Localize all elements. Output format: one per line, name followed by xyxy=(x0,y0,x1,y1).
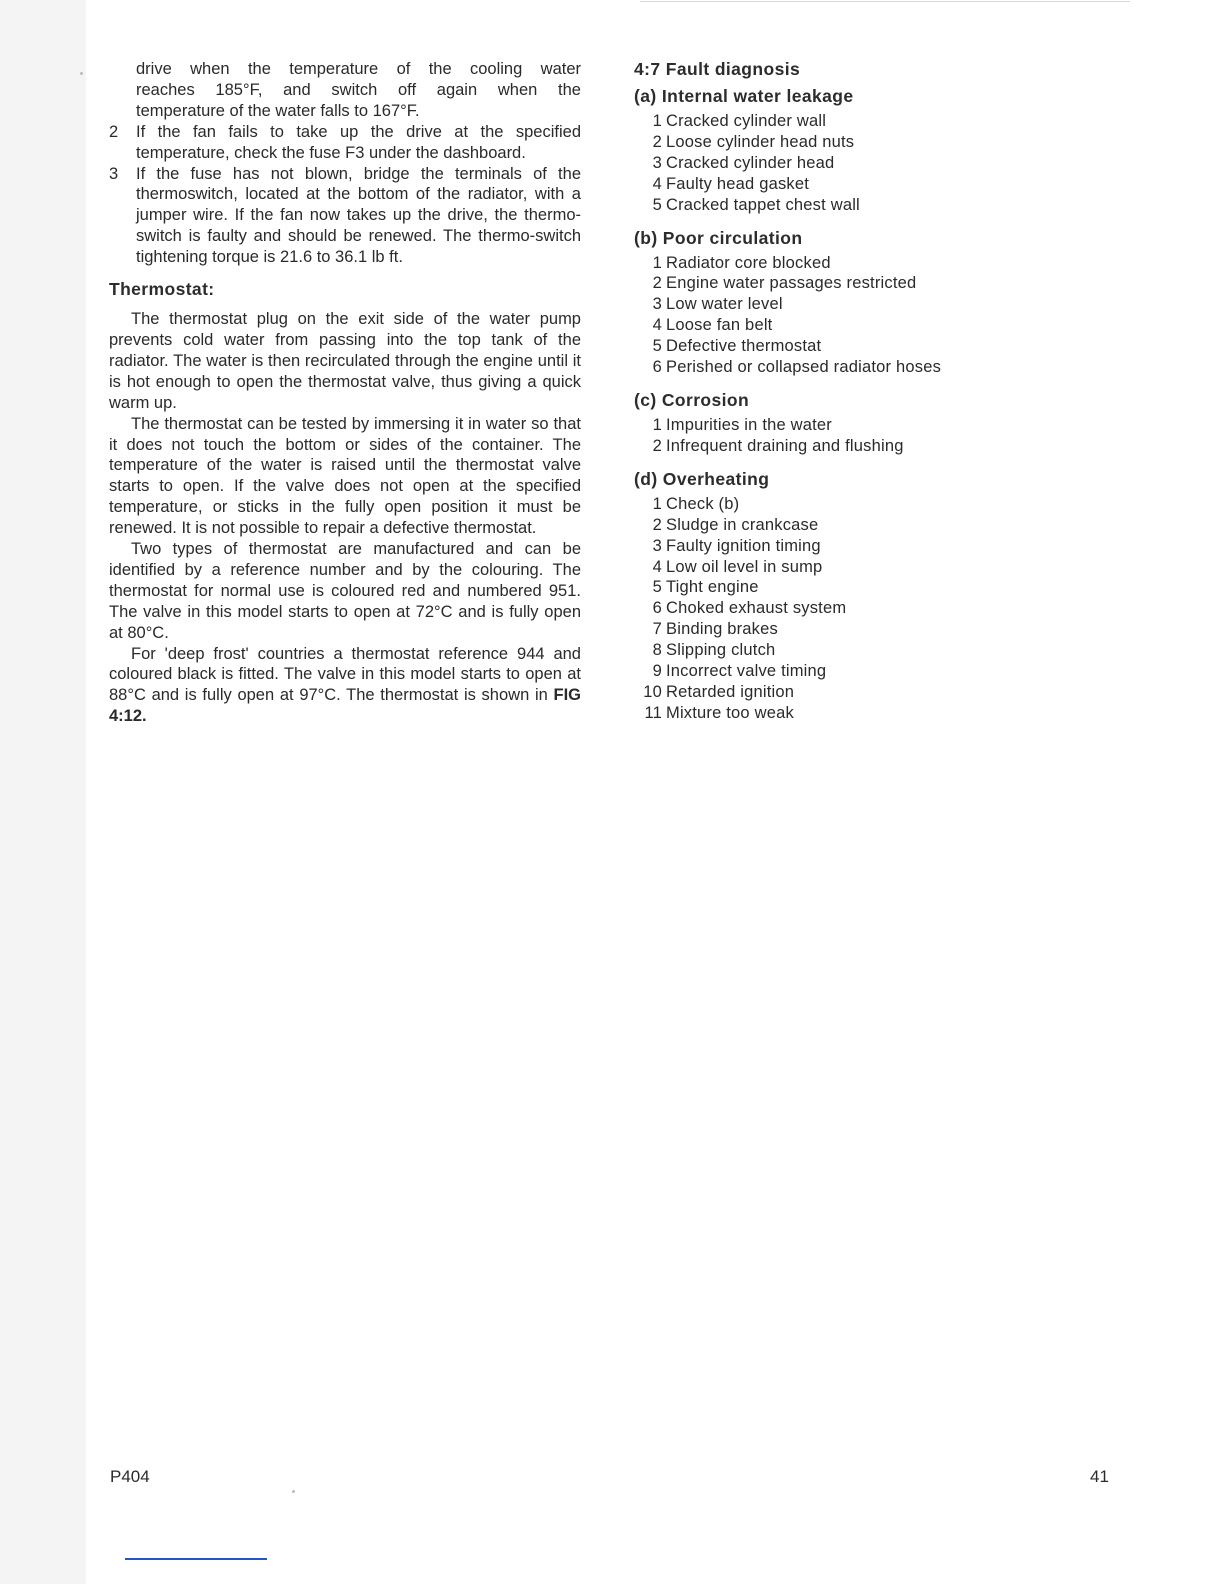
fault-item-text: Engine water passages restricted xyxy=(666,274,917,293)
fault-item xyxy=(634,174,1074,195)
body-paragraph: The thermostat plug on the exit side of the water pump prevents cold water from passing into the top tank of the radiator. The water is then recirculated through the engine until it is hot enough to open the thermostat valve, thus giving a quick warm up. xyxy=(109,310,581,412)
fault-item xyxy=(634,357,1074,378)
fault-item-number: 4 xyxy=(652,557,662,576)
fault-item-number: 1 xyxy=(652,415,662,434)
fault-item-number: 5 xyxy=(652,578,662,597)
fault-item xyxy=(634,682,1074,703)
fault-item xyxy=(634,703,1074,724)
fault-section-heading: (c) Corrosion xyxy=(634,389,750,410)
fault-item-number: 7 xyxy=(652,620,662,639)
fault-item-number: 9 xyxy=(652,662,662,681)
fault-item-text: Low water level xyxy=(666,295,783,314)
fault-item xyxy=(634,415,1074,436)
fault-item xyxy=(634,536,1074,557)
fault-item xyxy=(634,557,1074,578)
fault-item-text: Impurities in the water xyxy=(666,415,832,434)
fault-item-number: 8 xyxy=(652,641,662,660)
section-title: 4:7 Fault diagnosis xyxy=(634,59,801,79)
fault-item xyxy=(634,336,1074,357)
fault-item xyxy=(634,111,1074,132)
fault-section-heading: (d) Overheating xyxy=(634,468,770,489)
step-text: If the fuse has not blown, bridge the terminals of the thermoswitch, located at the bottom of the radiator, with a jumper wire. If the fan now takes up the drive, the thermo-switch is faulty and should be renewed. The thermo-switch tightening torque is 21.6 to 36.1 lb ft. xyxy=(136,164,581,267)
body-paragraph: The thermostat can be tested by immersing it in water so that it does not touch the bottom or sides of the container. The temperature of the water is raised until the thermostat valve starts to open. If the valve does not open at the specified temperature, or sticks in the fully open position it must be renewed. It is not possible to repair a defective thermostat. xyxy=(109,414,581,538)
fault-item-number: 1 xyxy=(652,494,662,513)
fault-item-number: 5 xyxy=(652,337,662,356)
fault-item xyxy=(634,598,1074,619)
step-text: If the fan fails to take up the drive at the specified temperature, check the fuse F3 under the dashboard. xyxy=(136,122,581,162)
fault-item-number: 4 xyxy=(652,174,662,193)
fault-item-text: Choked exhaust system xyxy=(666,599,847,618)
body-text: For 'deep frost' countries a thermostat reference 944 and coloured black is fitted. The valve in this model starts to open at 88°C and is fully open at 97°C. The thermostat is shown in xyxy=(109,644,581,705)
fault-item xyxy=(634,577,1074,598)
fault-item-number: 3 xyxy=(652,536,662,555)
fault-item-text: Radiator core blocked xyxy=(666,253,831,272)
fault-item-number: 2 xyxy=(652,515,662,534)
fault-item xyxy=(634,195,1074,216)
fault-item-number: 2 xyxy=(652,436,662,455)
fault-item xyxy=(634,294,1074,315)
step-number: 3 xyxy=(109,164,119,183)
scan-edge-line xyxy=(640,1,1130,2)
scan-speck xyxy=(80,72,83,75)
fault-section-heading: (b) Poor circulation xyxy=(634,227,803,248)
thermostat-heading: Thermostat: xyxy=(109,279,215,300)
fault-item-text: Cracked tappet chest wall xyxy=(666,195,860,214)
fault-item-text: Tight engine xyxy=(666,578,759,597)
fault-item-number: 1 xyxy=(652,253,662,272)
right-column xyxy=(634,59,1074,724)
fault-section-heading: (a) Internal water leakage xyxy=(634,86,854,106)
fault-item-text: Perished or collapsed radiator hoses xyxy=(666,358,942,377)
fault-item xyxy=(634,494,1074,515)
continuation-line: temperature of the water falls to 167°F. xyxy=(136,101,420,120)
fault-item-number: 3 xyxy=(652,153,662,172)
fault-item xyxy=(634,436,1074,457)
fault-item-text: Cracked cylinder wall xyxy=(666,112,827,130)
fault-item-text: Defective thermostat xyxy=(666,337,822,356)
numbered-step xyxy=(109,122,581,164)
fault-item-text: Incorrect valve timing xyxy=(666,662,827,681)
fault-item-number: 1 xyxy=(652,112,662,130)
fault-item-text: Loose fan belt xyxy=(666,316,773,335)
fault-item xyxy=(634,153,1074,174)
continuation-line: reaches 185°F, and switch off again when the xyxy=(136,80,581,99)
fault-item xyxy=(634,253,1074,274)
fault-item-number: 3 xyxy=(652,295,662,314)
body-paragraph: Two types of thermostat are manufactured and can be identified by a reference number and by the colouring. The thermostat for normal use is coloured red and numbered 951. The valve in this model starts to open at 72°C and is fully open at 80°C. xyxy=(109,540,581,642)
fault-item xyxy=(634,661,1074,682)
fault-item-text: Faulty ignition timing xyxy=(666,536,821,555)
left-column xyxy=(109,59,581,727)
fault-item-number: 6 xyxy=(652,358,662,377)
fault-list xyxy=(634,494,1074,724)
fault-item-number: 5 xyxy=(652,195,662,214)
fault-item-number: 6 xyxy=(652,599,662,618)
figure-reference: FIG 4:12. xyxy=(109,686,581,726)
fault-item xyxy=(634,132,1074,153)
page-code: P404 xyxy=(110,1467,150,1486)
fault-item-text: Slipping clutch xyxy=(666,641,776,660)
scan-speck xyxy=(292,1490,295,1493)
fault-item-number: 2 xyxy=(652,274,662,293)
fault-list xyxy=(634,415,1074,457)
fault-item-number: 4 xyxy=(652,316,662,335)
fault-item-text: Cracked cylinder head xyxy=(666,153,835,172)
fault-item-number: 2 xyxy=(652,132,662,151)
numbered-step xyxy=(109,164,581,269)
fault-item-number: 11 xyxy=(644,703,662,722)
fault-item-text: Check (b) xyxy=(666,494,740,513)
step-number: 2 xyxy=(109,122,119,141)
fault-item-text: Retarded ignition xyxy=(666,682,795,701)
fault-item-number: 10 xyxy=(643,682,662,701)
fault-item xyxy=(634,273,1074,294)
fault-item-text: Sludge in crankcase xyxy=(666,515,819,534)
fault-item-text: Faulty head gasket xyxy=(666,174,810,193)
continuation-line: drive when the temperature of the cooling water xyxy=(136,60,581,78)
scan-margin xyxy=(0,0,86,1584)
fault-list xyxy=(634,111,1074,216)
fault-item-text: Binding brakes xyxy=(666,620,778,639)
fault-item xyxy=(634,315,1074,336)
fault-item-text: Loose cylinder head nuts xyxy=(666,132,855,151)
fault-item xyxy=(634,640,1074,661)
fault-sections xyxy=(634,86,1074,724)
fault-item-text: Low oil level in sump xyxy=(666,557,823,576)
fault-item xyxy=(634,619,1074,640)
fault-item-text: Infrequent draining and flushing xyxy=(666,436,904,455)
scan-underline xyxy=(125,1558,267,1560)
continuation-paragraph xyxy=(109,59,581,122)
fault-list xyxy=(634,253,1074,378)
page-number: 41 xyxy=(1090,1467,1109,1486)
fault-item-text: Mixture too weak xyxy=(666,703,794,722)
body-paragraph xyxy=(109,644,581,728)
fault-item xyxy=(634,515,1074,536)
